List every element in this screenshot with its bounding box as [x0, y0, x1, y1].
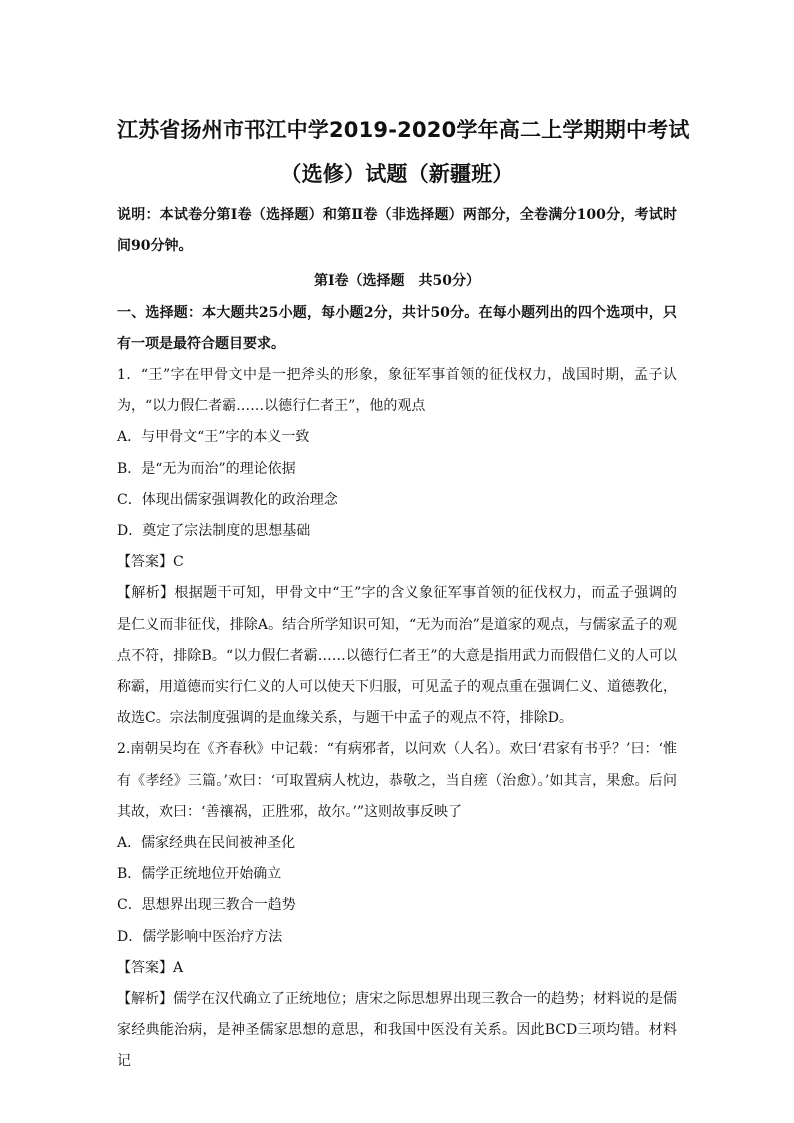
question-1-stem: 1．“王”字在甲骨文中是一把斧头的形象，象征军事首领的征伐权力，战国时期，孟子认为，“以力假仁者霸……以德行仁者王”，他的观点	[117, 367, 677, 415]
question-1-option-b: B．是“无为而治”的理论依据	[117, 460, 296, 477]
question-1-option-d: D．奠定了宗法制度的思想基础	[117, 523, 311, 540]
question-2-option-b: B．儒学正统地位开始确立	[117, 866, 282, 883]
section-1-title: 第Ⅰ卷（选择题 共50分）	[313, 273, 481, 290]
question-2-option-a: A．儒家经典在民间被神圣化	[117, 835, 296, 852]
question-2-option-d: D．儒学影响中医治疗方法	[117, 928, 283, 945]
document-title	[117, 108, 690, 196]
question-2-option-c: C．思想界出现三教合一趋势	[117, 897, 296, 914]
exam-note: 说明：本试卷分第Ⅰ卷（选择题）和第Ⅱ卷（非选择题）两部分，全卷满分100分，考试时间90分钟。	[117, 207, 677, 255]
title-line-2: （选修）试题（新疆班）	[280, 162, 514, 186]
question-1	[117, 360, 677, 734]
question-2-analysis: 【解析】儒学在汉代确立了正统地位；唐宋之际思想界出现三教合一的趋势；材料说的是儒家经典能治病，是神圣儒家思想的意思，和我国中医没有关系。因此BCD三项均错。材料记	[117, 991, 677, 1070]
title-line-1: 江苏省扬州市邗江中学2019-2020学年高二上学期期中考试	[117, 118, 690, 142]
question-1-analysis: 【解析】根据题干可知，甲骨文中“王”字的含义象征军事首领的征伐权力，而孟子强调的是仁义而非征伐，排除A。结合所学知识可知，“无为而治”是道家的观点，与儒家孟子的观点不符，排除B。“以力假仁者霸……以德行仁者王”的大意是指用武力而假借仁义的人可以称霸，用道德而实行仁义的人可以使天下归服，可见孟子的观点重在强调仁义、道德教化，故选C。宗法制度强调的是血缘关系，与题干中孟子的观点不符，排除D。	[117, 585, 677, 727]
question-2-answer: 【答案】A	[117, 959, 184, 976]
question-2	[117, 734, 677, 1077]
question-1-option-c: C．体现出儒家强调教化的政治理念	[117, 491, 338, 508]
part-1-instruction: 一、选择题：本大题共25小题，每小题2分，共计50分。在每小题列出的四个选项中，只有一项是最符合题目要求。	[117, 304, 677, 352]
question-1-answer: 【答案】C	[117, 554, 184, 571]
question-1-option-a: A．与甲骨文“王”字的本义一致	[117, 429, 310, 446]
question-2-stem: 2.南朝吴均在《齐春秋》中记载：“有病邪者，以问欢（人名）。欢曰‘君家有书乎？’曰：‘惟有《孝经》三篇。’欢曰：‘可取置病人枕边，恭敬之，当自瘥（治愈）。’如其言，果愈。后问其故，欢曰：‘善禳祸，正胜邪，故尔。’”这则故事反映了	[117, 741, 677, 820]
